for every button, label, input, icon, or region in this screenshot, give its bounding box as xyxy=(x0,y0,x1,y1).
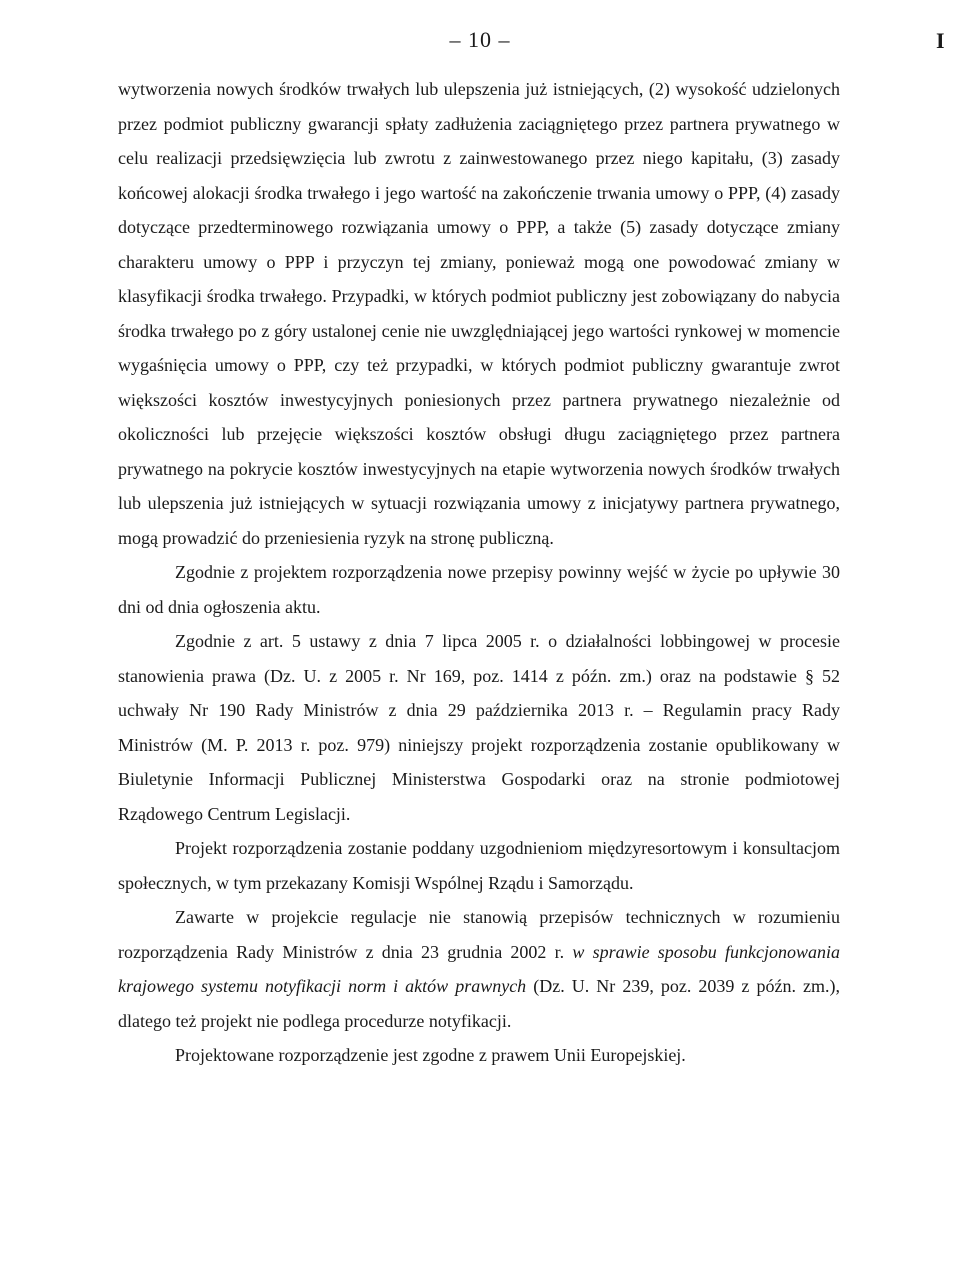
paragraph-1: wytworzenia nowych środków trwałych lub ulepszenia już istniejących, (2) wysokość udzielonych przez podmiot publiczny gwarancji spłaty zadłużenia zaciągniętego przez partnera prywatnego w celu realizacji przedsięwzięcia lub zwrotu z zainwestowanego przez niego kapitału, (3) zasady końcowej alokacji środka trwałego i jego wartość na zakończenie trwania umowy o PPP, (4) zasady dotyczące przedterminowego rozwiązania umowy o PPP, a także (5) zasady dotyczące zmiany charakteru umowy o PPP i przyczyn tej zmiany, ponieważ mogą one powodować zmiany w klasyfikacji środka trwałego. Przypadki, w których podmiot publiczny jest zobowiązany do nabycia środka trwałego po z góry ustalonej cenie nie uwzględniającej jego wartości rynkowej w momencie wygaśnięcia umowy o PPP, czy też przypadki, w których podmiot publiczny gwarantuje zwrot większości kosztów inwestycyjnych poniesionych przez partnera prywatnego niezależnie od okoliczności lub przejęcie większości kosztów obsługi długu zaciągniętego przez partnera prywatnego na pokrycie kosztów inwestycyjnych na etapie wytworzenia nowych środków trwałych lub ulepszenia już istniejących w sytuacji rozwiązania umowy z inicjatywy partnera prywatnego, mogą prowadzić do przeniesienia ryzyk na stronę publiczną. xyxy=(118,79,840,548)
edge-mark: I xyxy=(936,28,945,53)
paragraph-2: Zgodnie z projektem rozporządzenia nowe przepisy powinny wejść w życie po upływie 30 dni od dnia ogłoszenia aktu. xyxy=(118,562,840,617)
paragraph-5 xyxy=(118,900,840,1038)
paragraph-4: Projekt rozporządzenia zostanie poddany uzgodnieniom międzyresortowym i konsultacjom społecznych, w tym przekazany Komisji Wspólnej Rządu i Samorządu. xyxy=(118,838,840,893)
paragraph-6: Projektowane rozporządzenie jest zgodne z prawem Unii Europejskiej. xyxy=(175,1045,686,1065)
page-number: – 10 – xyxy=(449,27,511,52)
paragraph-3: Zgodnie z art. 5 ustawy z dnia 7 lipca 2005 r. o działalności lobbingowej w procesie stanowienia prawa (Dz. U. z 2005 r. Nr 169, poz. 1414 z późn. zm.) oraz na podstawie § 52 uchwały Nr 190 Rady Ministrów z dnia 29 października 2013 r. – Regulamin pracy Rady Ministrów (M. P. 2013 r. poz. 979) niniejszy projekt rozporządzenia zostanie opublikowany w Biuletynie Informacji Publicznej Ministerstwa Gospodarki oraz na stronie podmiotowej Rządowego Centrum Legislacji. xyxy=(118,631,840,824)
paragraph-5-end: (Dz. U. Nr 239, poz. 2039 z późn. zm.), dlatego też projekt nie podlega procedurze notyfikacji. xyxy=(118,976,840,1031)
paragraph-5-start: Zawarte w projekcie regulacje nie stanowią przepisów technicznych w rozumieniu rozporządzenia Rady Ministrów z dnia 23 grudnia 2002 r. xyxy=(118,907,840,962)
regulation-title: w sprawie sposobu funkcjonowania krajowego systemu notyfikacji norm i aktów prawnych xyxy=(118,941,841,996)
document-body xyxy=(118,72,840,1073)
